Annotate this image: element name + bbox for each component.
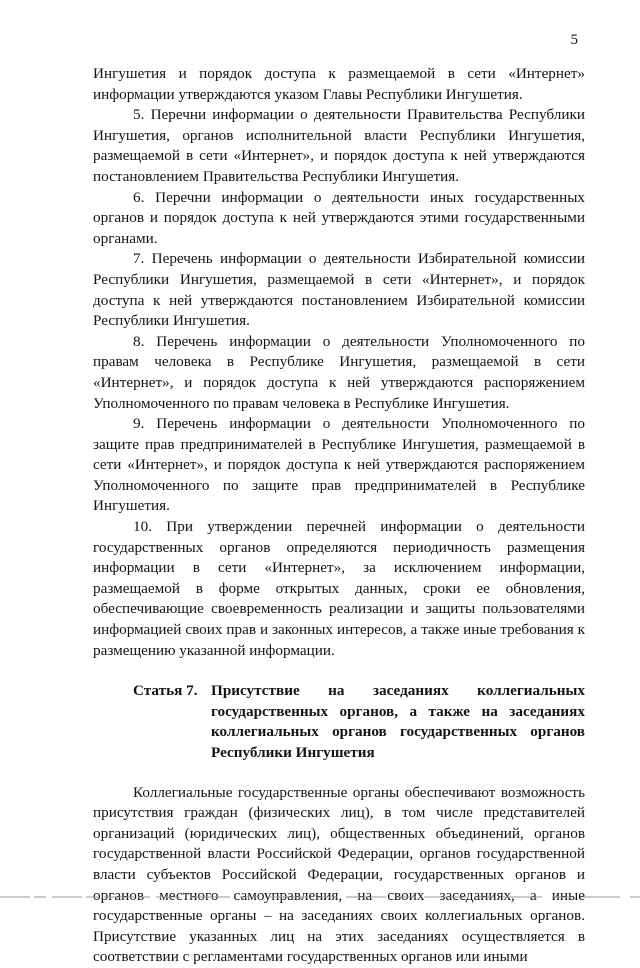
page-number: 5 [570, 32, 578, 48]
paragraph-item-8: 8. Перечень информации о деятельности Уполномоченного по правам человека в Республике Ингушетия, размещаемой в сети «Интернет», и порядок доступа к ней утверждаются распоряжением Уполномоченного по правам человека в Республике Ингушетия. [93, 332, 585, 412]
document-body [93, 64, 585, 968]
paragraph-item-9: 9. Перечень информации о деятельности Уполномоченного по защите прав предпринимателей в Республике Ингушетия, размещаемой в сети «Интернет», и порядок доступа к ней утверждаются распоряжением Уполномоченного по защите прав предпринимателей в Республике Ингушетия. [93, 415, 585, 515]
paragraph-item-7: 7. Перечень информации о деятельности Избирательной комиссии Республики Ингушетия, размещаемой в сети «Интернет», и порядок доступа к ней утверждаются постановлением Избирательной комиссии Республики Ингушетия. [93, 250, 585, 330]
paragraph-item-10: 10. При утверждении перечней информации о деятельности государственных органов определяются периодичность размещения информации в сети «Интернет», за исключением информации, размещаемой в форме открытых данных, сроки ее обновления, обеспечивающие своевременность реализации и защиты пользователями информацией своих прав и законных интересов, а также иные требования к размещению указанной информации. [93, 518, 585, 659]
bottom-scan-lines [0, 896, 640, 899]
paragraph-item-6: 6. Перечни информации о деятельности иных государственных органов и порядок доступа к ней утверждаются этими государственными органами. [93, 188, 585, 247]
paragraph-continuation: Ингушетия и порядок доступа к размещаемой в сети «Интернет» информации утверждаются указом Главы Республики Ингушетия. [93, 65, 585, 103]
paragraph-item-5: 5. Перечни информации о деятельности Правительства Республики Ингушетия, органов исполнительной власти Республики Ингушетия, размещаемой в сети «Интернет», и порядок доступа к ней утверждаются постановлением Правительства Республики Ингушетия. [93, 106, 585, 185]
article-heading [93, 681, 585, 763]
article-body-paragraph: Коллегиальные государственные органы обеспечивают возможность присутствия граждан (физических лиц), в том числе представителей организаций (юридических лиц), общественных объединений, органов государственной власти Российской Федерации, органов государственной власти субъектов Российской Федерации, государственных органов и органов местного самоуправления, на своих заседаниях, а иные государственные органы – на заседаниях своих коллегиальных органов. Присутствие указанных лиц на этих заседаниях осуществляется в соответствии с регламентами государственных органов или иными [93, 783, 585, 966]
article-title: Присутствие на заседаниях коллегиальных государственных органов, а также на заседаниях коллегиальных органов государственных органов Республики Ингушетия [211, 682, 585, 761]
article-number: Статья 7. [133, 682, 198, 700]
